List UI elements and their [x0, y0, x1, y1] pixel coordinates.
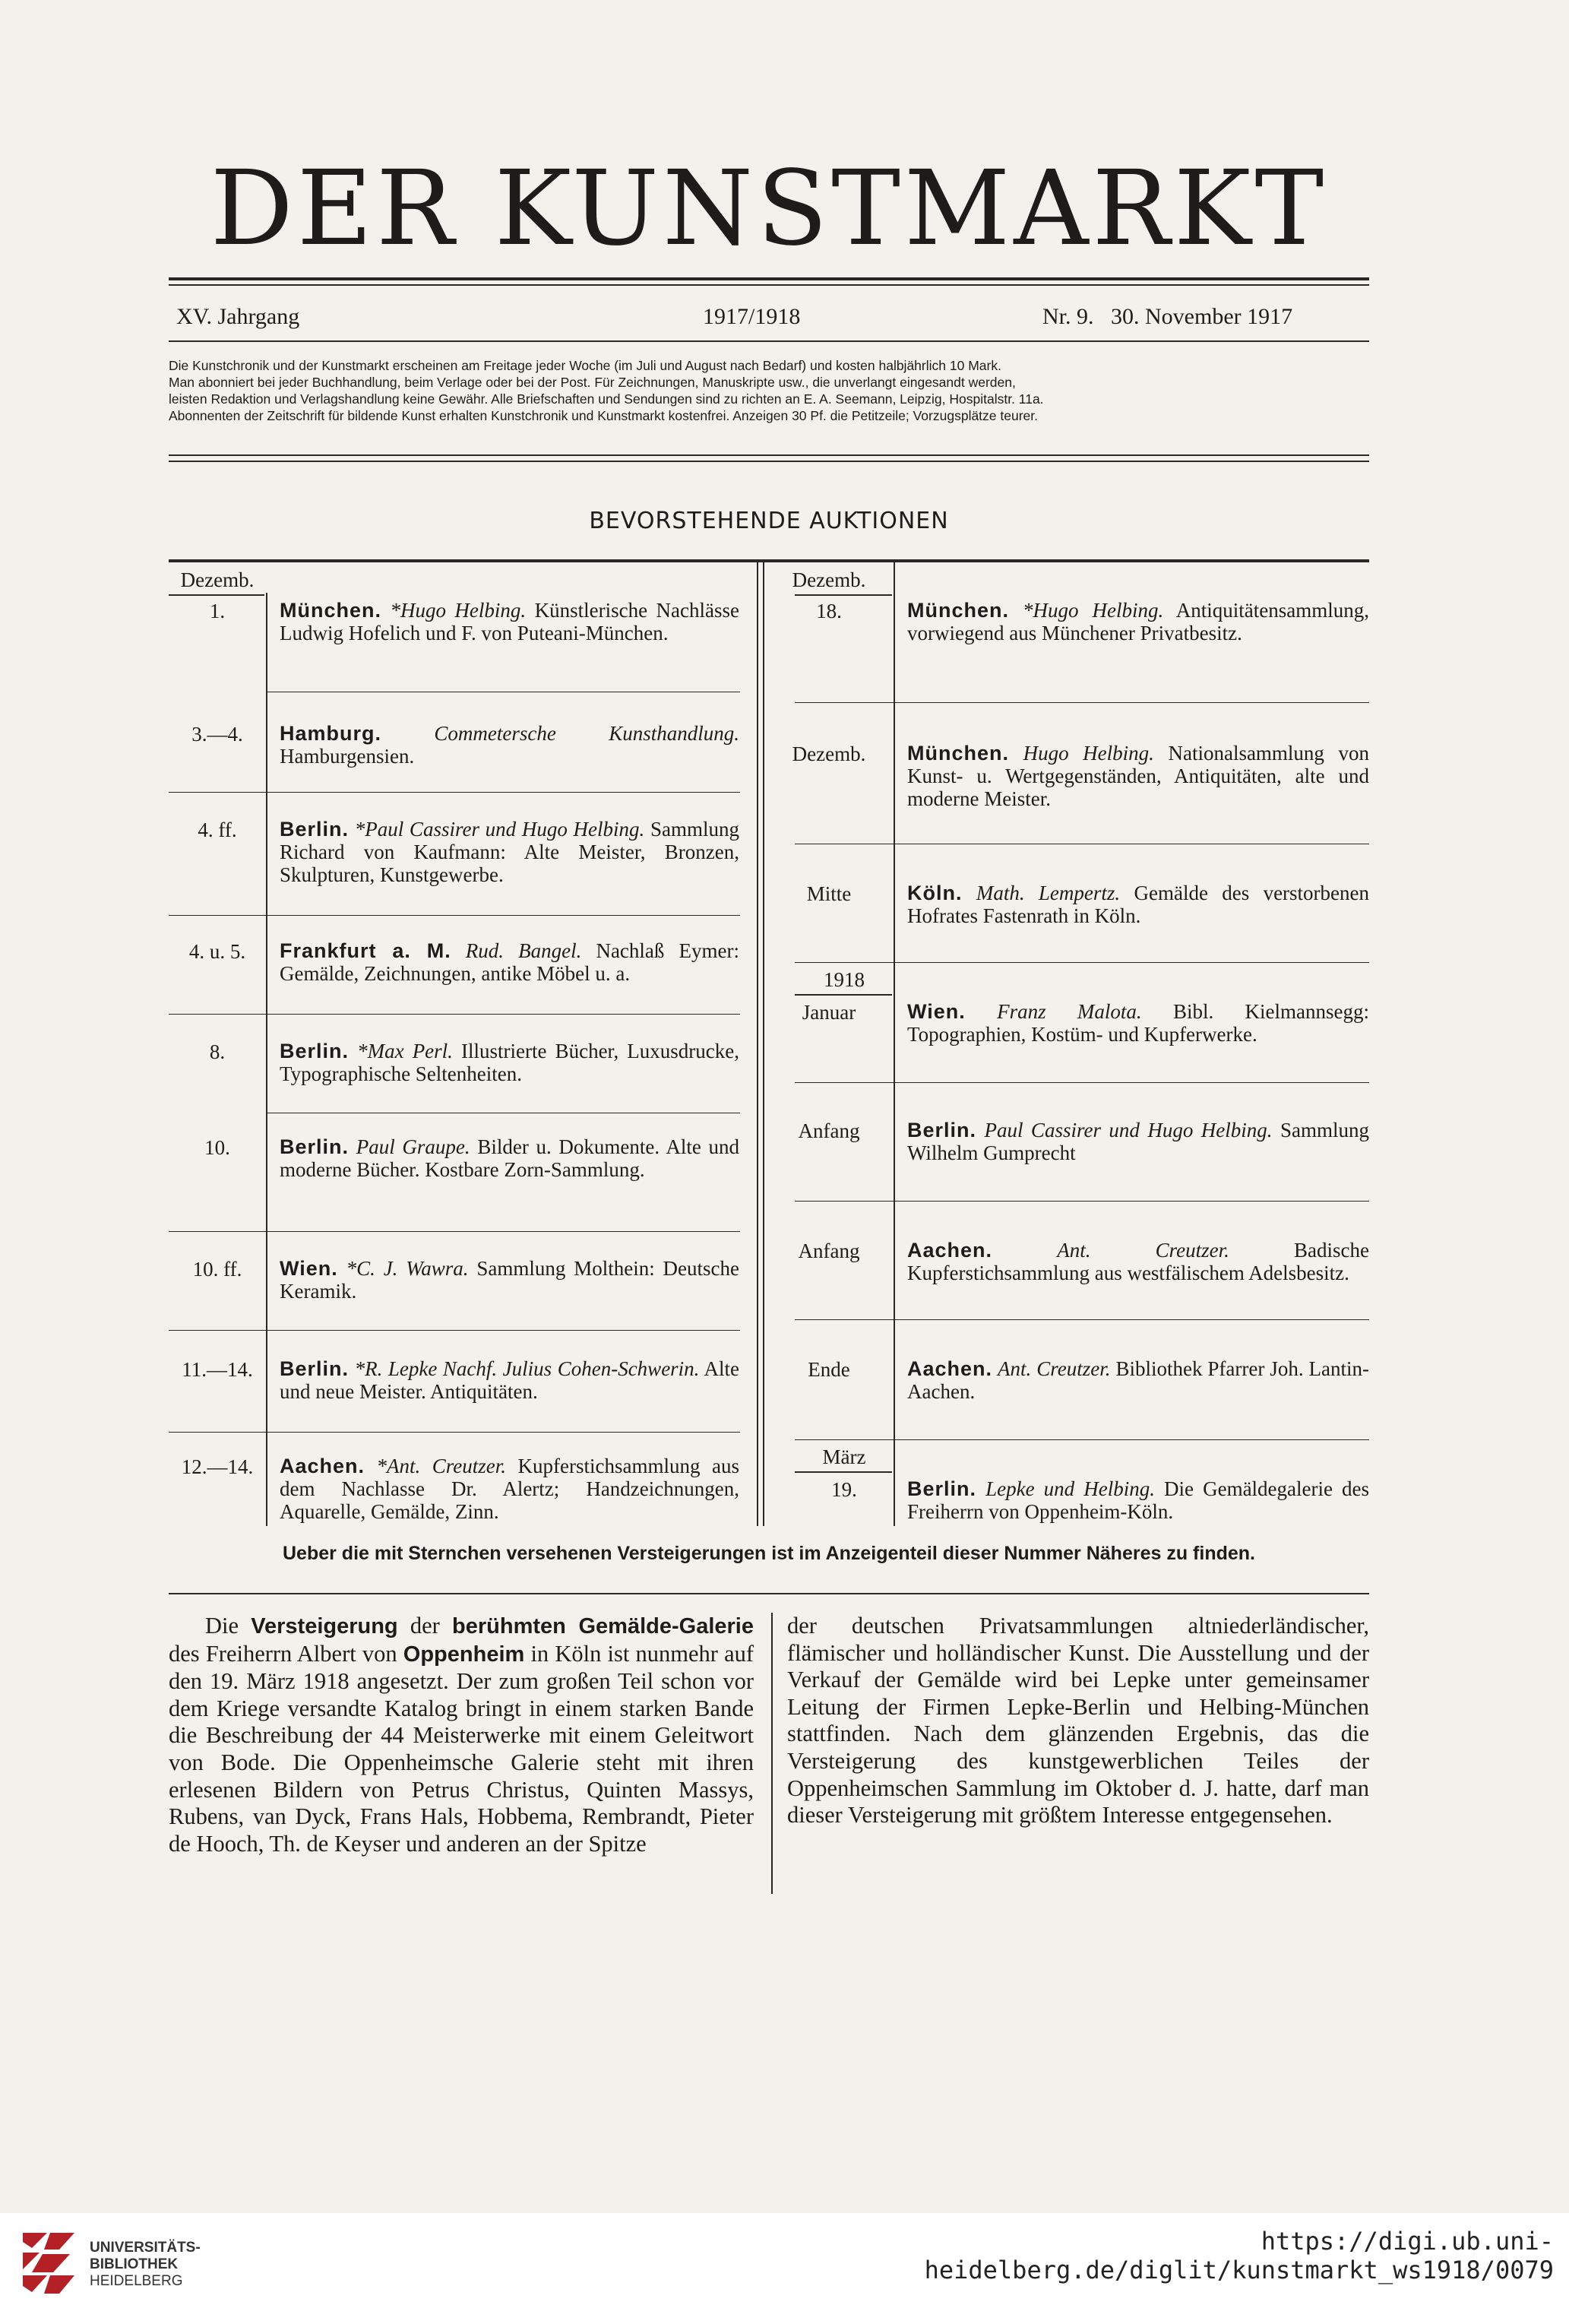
- auction-desc: Alte und neue Meister. Antiquitäten.: [280, 1357, 739, 1403]
- year-label: 1917/1918: [703, 304, 801, 329]
- issue-label: Nr. 9. 30. November 1917: [1042, 304, 1293, 329]
- university-logo-icon: [17, 2227, 81, 2306]
- article-emphasis: Oppenheim: [403, 1642, 525, 1667]
- auction-city: Wien.: [280, 1257, 338, 1280]
- auction-firm: Rud. Bangel.: [465, 939, 582, 962]
- entry-divider: [169, 1330, 740, 1331]
- auction-firm: *Hugo Helbing.: [1023, 599, 1164, 622]
- auction-entry: [907, 599, 1369, 644]
- auction-entry: [907, 1239, 1369, 1284]
- table-center-rule: [757, 562, 758, 1526]
- right-column-divider: [894, 562, 895, 1526]
- library-name: [90, 2240, 201, 2290]
- auction-entry: [280, 818, 739, 886]
- auction-date: Mitte: [806, 882, 852, 905]
- auction-firm: *Hugo Helbing.: [390, 599, 527, 622]
- left-month-rule: [169, 594, 264, 596]
- notice-rule: [169, 454, 1369, 456]
- year-header: 1918: [824, 968, 865, 991]
- entry-divider: [795, 962, 1369, 963]
- auction-city: Wien.: [907, 1000, 966, 1023]
- auction-firm: *C. J. Wawra.: [346, 1257, 469, 1280]
- auction-entry: [907, 1000, 1369, 1046]
- year-rule: [795, 994, 892, 996]
- auction-date: Dezemb.: [792, 742, 866, 765]
- article-text: in Köln ist nunmehr auf den 19. März 1918 angesetzt. Der zum großen Teil schon vor dem Kriege versandte Katalog bringt in einem starken Bande die Beschreibung der 44 Meisterwerke mit einem Geleitwort von Bode. Die Oppenheimsche Galerie steht mit ihren erlesenen Bildern von Petrus Christus, Quinten Massys, Rubens, van Dyck, Frans Hals, Hobbema, Rembrandt, Pieter de Hooch, Th. de Keyser und anderen an der Spitze: [169, 1640, 754, 1857]
- article-emphasis: Versteigerung: [251, 1614, 398, 1639]
- auction-entry: [280, 1257, 739, 1303]
- auction-desc: Künstlerische Nachlässe Ludwig Hofelich und F. von Puteani-München.: [280, 599, 740, 644]
- auction-city: Berlin.: [280, 1040, 350, 1062]
- auction-firm: Hugo Helbing.: [1023, 742, 1154, 765]
- auction-date: 10. ff.: [192, 1258, 242, 1281]
- article-column-left: [169, 1613, 754, 1857]
- notice-line: Abonnenten der Zeitschrift für bildende Kunst erhalten Kunstchronik und Kunstmarkt kostenfrei. Anzeigen 30 Pf. die Petitzeile; Vorzugsplätze teurer.: [169, 408, 1039, 423]
- auction-city: Berlin.: [280, 818, 350, 841]
- auction-firm: *Ant. Creutzer.: [376, 1455, 507, 1477]
- auction-entry: [280, 722, 739, 768]
- article-text: der deutschen Privatsammlungen altniederländischer, flämischer und holländischer Kunst. Die Ausstellung und der Verkauf der Gemälde wird bei Lepke unter gemeinsamer Leitung der Firmen Lepke-Berlin und Helbing-München stattfinden. Nach dem glänzenden Ergebnis, das die Versteigerung des kunstgewerblichen Teiles der Oppenheimschen Sammlung im Oktober d. J. hatte, darf man dieser Versteigerung mit größtem Interesse entgegensehen.: [787, 1613, 1369, 1828]
- auction-entry: [280, 1135, 739, 1181]
- auction-desc: Kupferstichsammlung aus dem Nachlasse Dr. Alertz; Handzeichnungen, Aquarelle, Gemälde, Zinn.: [280, 1455, 739, 1523]
- entry-divider: [795, 1082, 1369, 1083]
- auction-desc: Gemälde des verstorbenen Hofrates Fastenrath in Köln.: [907, 882, 1370, 927]
- masthead-rule-thin: [169, 284, 1369, 286]
- masthead-title: DER KUNSTMARKT: [210, 149, 1328, 269]
- left-column-divider: [266, 593, 267, 1526]
- notice-line: Die Kunstchronik und der Kunstmarkt erscheinen am Freitage jeder Woche (im Juli und August nach Bedarf) und kosten halbjährlich 10 Mark.: [169, 358, 1001, 373]
- auction-entry: [280, 939, 739, 985]
- entry-divider: [795, 1319, 1369, 1320]
- auction-desc: Antiquitätensammlung, vorwiegend aus Münchener Privatbesitz.: [907, 599, 1370, 644]
- notice-rule-2: [169, 461, 1369, 462]
- table-top-rule: [169, 559, 1369, 562]
- auction-entry: [907, 1357, 1369, 1403]
- article-text: des Freiherrn Albert von: [169, 1640, 403, 1667]
- auction-city: Frankfurt a. M.: [280, 939, 451, 962]
- auction-date: Anfang: [798, 1240, 860, 1262]
- library-name-line: BIBLIOTHEK: [90, 2256, 179, 2272]
- entry-divider: [169, 792, 740, 793]
- auction-desc: Hamburgensien.: [280, 745, 415, 768]
- auction-firm: *Max Perl.: [357, 1040, 453, 1062]
- auction-date: 4. ff.: [198, 818, 237, 841]
- auction-firm: Commetersche Kunsthandlung.: [434, 722, 739, 745]
- auction-entry: [907, 742, 1369, 810]
- auction-date: 18.: [816, 600, 842, 622]
- entry-divider: [795, 702, 1369, 703]
- march-rule: [795, 1471, 892, 1473]
- auction-entry: [280, 1357, 739, 1403]
- auction-city: Aachen.: [280, 1455, 365, 1477]
- entry-divider: [169, 915, 740, 916]
- auction-desc: Sammlung Wilhelm Gumprecht: [907, 1119, 1370, 1164]
- auction-desc: Sammlung Molthein: Deutsche Keramik.: [280, 1257, 740, 1303]
- right-month-rule: [795, 594, 892, 596]
- auction-date: Januar: [802, 1001, 856, 1024]
- auction-date: 8.: [209, 1040, 226, 1063]
- notice-text: [169, 357, 1369, 424]
- library-name-line: HEIDELBERG: [90, 2273, 183, 2289]
- notice-line: leisten Redaktion und Verlagshandlung keine Gewähr. Alle Briefschaften und Sendungen sind zu richten an E. A. Seemann, Leipzig, Hospitalstr. 11a.: [169, 391, 1044, 407]
- auction-city: Berlin.: [280, 1357, 350, 1380]
- auction-date: Anfang: [798, 1119, 860, 1142]
- auction-entry: [907, 1119, 1369, 1164]
- auction-firm: Paul Cassirer und Hugo Helbing.: [984, 1119, 1273, 1141]
- auction-desc: Nachlaß Eymer: Gemälde, Zeichnungen, antike Möbel u. a.: [280, 939, 739, 985]
- auction-city: Berlin.: [907, 1477, 977, 1500]
- article-top-rule: [169, 1593, 1369, 1594]
- permalink-url[interactable]: https://digi.ub.uni-heidelberg.de/diglit/kunstmarkt_ws1918/0079: [924, 2227, 1554, 2284]
- entry-divider: [169, 1432, 740, 1433]
- library-name-line: UNIVERSITÄTS-: [90, 2240, 201, 2256]
- auction-city: Köln.: [907, 882, 963, 904]
- auction-entry: [280, 599, 739, 644]
- right-month-header: Dezemb.: [792, 568, 866, 591]
- auction-desc: Bilder u. Dokumente. Alte und moderne Bücher. Kostbare Zorn-Sammlung.: [280, 1135, 740, 1181]
- auction-city: München.: [907, 742, 1009, 765]
- auction-date: 12.—14.: [181, 1455, 254, 1478]
- info-rule: [169, 340, 1369, 342]
- article-text: Die: [205, 1613, 251, 1639]
- auction-footnote: Ueber die mit Sternchen versehenen Versteigerungen ist im Anzeigenteil dieser Nummer Näheres zu finden.: [282, 1543, 1255, 1564]
- auction-desc: Bibl. Kielmannsegg: Topographien, Kostüm- und Kupferwerke.: [907, 1000, 1369, 1046]
- auction-entry: [280, 1455, 739, 1523]
- auction-city: Berlin.: [907, 1119, 977, 1141]
- entry-divider: [795, 1201, 1369, 1202]
- notice-line: Man abonniert bei jeder Buchhandlung, beim Verlage oder bei der Post. Für Zeichnungen, Manuskripte usw., die unverlangt eingesandt werden,: [169, 375, 1016, 390]
- article-column-right: [787, 1613, 1369, 1829]
- section-heading: BEVORSTEHENDE AUKTIONEN: [589, 508, 949, 534]
- auction-desc: Die Gemäldegalerie des Freiherrn von Oppenheim-Köln.: [907, 1477, 1370, 1523]
- auction-city: München.: [280, 599, 381, 622]
- auction-firm: Paul Graupe.: [356, 1135, 470, 1158]
- auction-desc: Illustrierte Bücher, Luxusdrucke, Typographische Seltenheiten.: [280, 1040, 740, 1085]
- auction-desc: Bibliothek Pfarrer Joh. Lantin-Aachen.: [907, 1357, 1370, 1403]
- auction-firm: Math. Lempertz.: [976, 882, 1121, 904]
- auction-date: Ende: [808, 1358, 850, 1381]
- left-month-header: Dezemb.: [180, 568, 255, 591]
- masthead-rule: [169, 277, 1369, 280]
- auction-desc: Sammlung Richard von Kaufmann: Alte Meister, Bronzen, Skulpturen, Kunstgewerbe.: [280, 818, 740, 886]
- auction-date: 19.: [831, 1478, 857, 1501]
- auction-city: Berlin.: [280, 1135, 350, 1158]
- auction-firm: *Paul Cassirer und Hugo Helbing.: [354, 818, 645, 841]
- auction-desc: Nationalsammlung von Kunst- u. Wertgegenständen, Antiquitäten, alte und moderne Meister.: [907, 742, 1370, 810]
- auction-firm: *R. Lepke Nachf. Julius Cohen-Schwerin.: [354, 1357, 700, 1380]
- article-text: der: [397, 1613, 453, 1639]
- auction-date: 11.—14.: [182, 1358, 253, 1381]
- auction-date: 10.: [204, 1136, 230, 1159]
- auction-desc: Badische Kupferstichsammlung aus westfälischem Adelsbesitz.: [907, 1239, 1369, 1284]
- auction-city: Aachen.: [907, 1357, 993, 1380]
- auction-city: München.: [907, 599, 1009, 622]
- auction-firm: Ant. Creutzer.: [998, 1357, 1111, 1380]
- auction-entry: [280, 1040, 739, 1085]
- entry-divider: [169, 1231, 740, 1232]
- auction-firm: Franz Malota.: [997, 1000, 1142, 1023]
- auction-entry: [907, 882, 1369, 927]
- auction-firm: Lepke und Helbing.: [985, 1477, 1155, 1500]
- auction-city: Aachen.: [907, 1239, 993, 1262]
- auction-entry: [907, 1477, 1369, 1523]
- auction-date: 4. u. 5.: [188, 940, 246, 963]
- auction-date: 1.: [209, 600, 226, 622]
- article-column-divider: [771, 1613, 773, 1894]
- entry-divider: [169, 1014, 740, 1015]
- auction-city: Hamburg.: [280, 722, 382, 745]
- article-emphasis: berühmten Gemälde-Galerie: [452, 1614, 754, 1639]
- auction-date: 3.—4.: [191, 723, 243, 746]
- entry-divider: [795, 1439, 1369, 1440]
- auction-firm: Ant. Creutzer.: [1057, 1239, 1229, 1262]
- march-header: März: [822, 1445, 866, 1468]
- volume-label: XV. Jahrgang: [176, 304, 300, 329]
